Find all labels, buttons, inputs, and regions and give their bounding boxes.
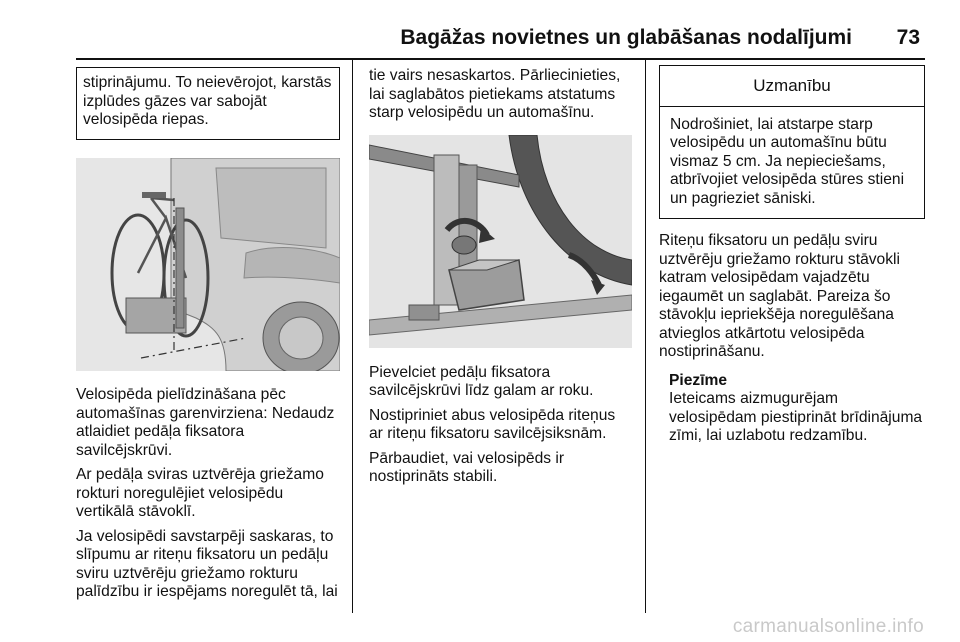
paragraph-vertical-position: Ar pedāļa sviras uztvērēja griežamo rokturi noregulējiet velosipēdu vertikālā stāvoklī. xyxy=(76,466,324,520)
pedal-fixture-drawing xyxy=(369,135,632,348)
caution-title: Uzmanību xyxy=(660,66,924,107)
paragraph-clearance: tie vairs nesaskartos. Pārliecinieties, lai saglabātos pietiekams atstatums starp velosipēdu un automašīnu. xyxy=(369,67,621,121)
paragraph-align-bike: Velosipēda pielīdzināšana pēc automašīnas garenvirziena: Nedaudz atlaidiet pedāļa fiksatora savilcējskrūvi. xyxy=(76,386,335,459)
warning-continuation-text: stiprinājumu. To neievērojot, karstās izplūdes gāzes var sabojāt velosipēda riepas. xyxy=(83,74,332,128)
note-title: Piezīme xyxy=(669,371,728,389)
column-divider-1 xyxy=(352,60,353,613)
paragraph-secure-wheels: Nostipriniet abus velosipēda riteņus ar riteņu fiksatoru savilcējsiksnām. xyxy=(369,406,616,442)
continued-warning-box xyxy=(76,67,340,140)
column-1 xyxy=(76,60,340,608)
bike-rack-car-drawing xyxy=(76,158,340,371)
page-header xyxy=(0,26,960,56)
page-title: Bagāžas novietnes un glabāšanas nodalījumi xyxy=(400,26,852,49)
paragraph-tighten-pedal: Pievelciet pedāļu fiksatora savilcējskrūvi līdz galam ar roku. xyxy=(369,363,594,399)
column-2 xyxy=(369,60,632,493)
paragraph-bikes-touch: Ja velosipēdi savstarpēji saskaras, to slīpumu ar riteņu fiksatoru un pedāļu sviru uztvērēju griežamo rokturu palīdzību ir iespējams noregulēt tā, lai xyxy=(76,527,338,600)
note-block xyxy=(659,372,925,446)
watermark: carmanualsonline.info xyxy=(732,616,924,637)
caution-text: Nodrošiniet, lai atstarpe starp velosipēdu un automašīnu būtu vismaz 5 cm. Ja nepieciešams, atbrīvojiet velosipēda stūres stieni un pagrieziet sāniski. xyxy=(670,115,905,207)
column-3 xyxy=(659,60,925,446)
note-text: Ieteicams aizmugurējam velosipēdam piestiprināt brīdinājuma zīmi, lai uzlabotu redzamību. xyxy=(669,390,923,444)
caution-box xyxy=(659,65,925,219)
illustration-bike-rack-car xyxy=(76,158,340,371)
column-divider-2 xyxy=(645,60,646,613)
page-number: 73 xyxy=(896,26,920,49)
paragraph-store-positions: Riteņu fiksatoru un pedāļu sviru uztvērēju griežamo rokturu stāvokli katram velosipēdam vajadzētu iegaumēt un saglabāt. Pareiza šo stāvokļu iepriekšēja noregulēšana atvieglos atkārtotu velosipēda nostiprināšanu. xyxy=(659,232,900,360)
illustration-pedal-fixture xyxy=(369,135,632,348)
paragraph-check-stable: Pārbaudiet, vai velosipēds ir nostiprināts stabili. xyxy=(369,449,565,485)
